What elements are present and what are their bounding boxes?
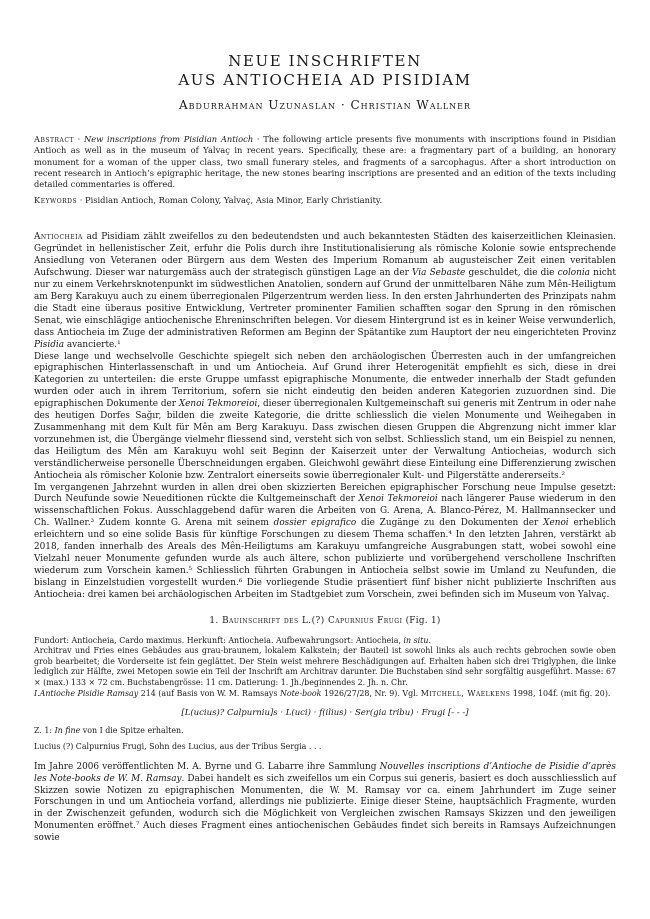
text-run: geschuldet, die die [465,268,558,279]
title-line-2: AUS ANTIOCHEIA AD PISIDIAM [178,71,472,89]
inscription-text: [L(ucius)? Calpurniu]s · L(uci) · f(ilius) · Ser(gia tribu) · Frugi [- - -] [181,708,469,719]
text-run: Diese lange und wechselvolle Geschichte spiegelt sich neben den archäologischen Überresten auch in der umfangreichen epigraphischen Hinterlassenschaft in und um Antiocheia. Auf Grund ihrer Heterogenität empfiehlt es sich, diese in drei Kategorien zu unterteilen: die erste Gruppe umfasst epigraphische Monumente, die entweder innerhalb der Stadt gefunden wurden oder auch in ihrem Territorium, sofern sie nicht eindeutig den beiden anderen Kategorien zuzuordnen sind. Die epigraphischen Dokumente der [34,351,616,410]
section-heading [34,616,616,626]
commentary [34,762,616,845]
intro-paragraph-2 [34,352,616,483]
text-run: Z. 1: [34,726,55,736]
italic-term: Xenoi Tekmoreioi [178,399,258,410]
text-run: 1998, 104f. (mit fig. 20). [510,688,611,698]
keywords-text: · Pisidian Antioch, Roman Colony, Yalvaç, Asia Minor, Early Christianity. [77,195,383,206]
text-run: nach längerer Pause wiederum in den wissenschaftlichen Fokus. Ausschlaggebend dafür waren die Arbeiten von G. Arena, A. Blanco-Pérez, M. Hallmannsecker und Ch. Wallner.³ Zudem konnte G. Arena mit seinem [34,494,616,529]
italic-term: in situ [403,635,429,645]
text-run: von I die Spitze erhalten. [80,726,184,736]
abstract [34,134,616,190]
italic-term: dossier epigrafico [273,518,357,529]
italic-term: Via Sebaste [412,268,466,279]
fundort-line [34,636,616,647]
keywords-label: Keywords [34,195,78,206]
abstract-text: · The following article presents five monuments with inscriptions found in Pisidian Antioch as well as in the museum of Yalvaç in recent years. Specifically, these are: a fragmentary part of a building, an honorary monument for a woman of the upper class, two small funerary steles, and fragments of a sarcophagus. After a short introduction on recent research in Antioch’s epigraphic heritage, the new stones bearing inscriptions are presented and an edition of the texts including detailed commentaries is offered. [34,134,616,190]
author-names: Mitchell, Waelkens [420,688,511,698]
text-run: . Dabei handelt es sich zweifellos um ein Corpus sui generis, basiert es doch ausschliesslich auf Skizzen sowie Notizen zu epigraphischen Monumenten, die W. M. Ramsay vor ca. einem Jahrhundert im Zuge seiner Forschungen in und um Antiocheia vorfand, allerdings nie publizierte. Einige dieser Steine, hauptsächlich Fragmente, wurden in der Zwischenzeit gefunden, wodurch sich die Möglichkeit von Vergleichen zwischen Ramsays Skizzen und den jeweiligen Monumenten eröffnet.⁷ Auch dieses Fragment eines antiochenischen Gebäudes findet sich bereits in Ramsays Aufzeichnungen sowie [34,773,616,844]
text-run: , dieser überregionalen Kultgemeinschaft sui generis mit Zentrum in oder nahe des heutigen Dorfes Sağır, bilden die zweite Kategorie, die dritte schliesslich die vielen Monumente und Weihegaben in Zusammenhang mit dem Kult für Mên am Berg Karakuyu. Dass zwischen diesen Gruppen die Abgrenzung nicht immer klar vorzunehmen ist, die Übergänge vielmehr fliessend sind, versteht sich von selbst. Schliesslich stand, um ein Beispiel zu nennen, das Heiligtum des Mên am Karakuyu wohl seit Beginn der Kaiserzeit unter der Verwaltung Antiocheias, wodurch sich verständlicherweise personelle Überschneidungen ergaben. Gleichwohl gewährt diese Einteilung eine Differenzierung zwischen Antiocheia als römischer Kolonie bzw. Zentralort einerseits sowie überregionaler Kult- und Pilgerstätte andererseits.² [34,399,616,481]
article-page [34,0,616,845]
italic-term: Xenoi [543,518,569,529]
description: Architrav und Fries eines Gebäudes aus grau-braunem, lokalem Kalkstein; der Bauteil ist sowohl links als auch rechts gebrochen sowie oben grob bearbeitet; die Vorderseite ist fein geglättet. Der Stein weist mehrere Beschädigungen auf. Erhalten haben sich drei Triglyphen, die linke lediglich zur Hälfte, zwei Metopen sowie ein Teil der Inschrift am Architrav darunter. Die Buchstaben sind sehr sorgfältig ausgeführt. Masse: 67 × (max.) 133 × 72 cm. Buchstabengrösse: 11 cm. Datierung: 1. Jh./beginnendes 2. Jh. n. Chr. [34,646,616,687]
text-run: avancierte.¹ [64,339,121,350]
line-commentary [34,726,616,737]
italic-term: colonia [557,268,590,279]
commentary-paragraph [34,762,616,845]
section-heading-text: 1. Bauinschrift des L.(?) Capurnius Frugi [209,615,403,626]
abstract-title: New inscriptions from Pisidian Antioch [84,134,254,144]
abstract-label: Abstract [34,134,74,144]
italic-term: In fine [54,726,81,736]
intro-paragraph-1 [34,232,616,351]
section-heading-fig: (Fig. 1) [402,615,441,626]
text-run: die Zugänge zu den Dokumenten der [356,518,544,529]
italic-term: Pisidia [34,339,65,350]
intro-paragraph-3 [34,483,616,602]
introduction [34,232,616,601]
text-run: Fundort: Antiocheia, Cardo maximus. Herkunft: Antiocheia. Aufbewahrungsort: Antiocheia, [34,635,404,645]
references [34,689,616,700]
abstract-sep: · [73,134,85,144]
text-run: 214 (auf Basis von W. M. Ramsays [138,688,280,698]
text-run: Im Jahre 2006 veröffentlichten M. A. Byrne und G. Labarre ihre Sammlung [34,761,380,772]
text-run: erheblich erleichtern und so eine solide Basis für künftige Forschungen zu diesem Thema schaffen.⁴ In den letzten Jahren, verstärkt ab 2018, fanden innerhalb des Areals des Mên-Heiligtums am Karakuyu umfangreiche Ausgrabungen statt, wobei sowohl eine Vielzahl neuer Monumente gefunden wurde als auch ältere, schon publizierte und vorübergehend verschollene Inschriften wiederum zum Vorschein kamen.⁵ Schliesslich führten Grabungen in Antiocheia selbst sowie im Umland zu Neufunden, die bislang in Einzelstudien vorgestellt wurden.⁶ Die vorliegende Studie präsentiert fünf bisher nicht publizierte Inschriften aus Antiocheia: drei kamen bei archäologischen Arbeiten im Stadtgebiet zum Vorschein, zwei befinden sich im Museum von Yalvaç. [34,518,616,600]
title-line-1: NEUE INSCHRIFTEN [228,52,422,70]
italic-term: Nouvelles inscriptions d’Antioche de Pisidie d’après les Note-books de W. M. Ramsay [34,761,616,784]
italic-term: Note-book [279,688,322,698]
translation: Lucius (?) Calpurnius Frugi, Sohn des Lucius, aus der Tribus Sergia . . . [34,741,322,751]
text-run: 1926/27/28, Nr. 9). Vgl. [321,688,421,698]
text-run: ad Pisidiam zählt zweifellos zu den bedeutendsten und auch bekanntesten Städten des kaiserzeitlichen Kleinasien. Gegründet in hellenistischer Zeit, erfuhr die Polis durch ihre Institutionalisierung als römische Kolonie sowie entsprechende Ansiedlung von Veteranen oder Bürgern aus dem Westen des Imperium Romanum ab augusteischer Zeit einen veritablen Aufschwung. Dieser war naturgemäss auch der strategisch günstigen Lage an der [34,232,616,279]
text-run: Im vergangenen Jahrzehnt wurden in allen drei oben skizzierten Bereichen epigraphischer Forschung neue Impulse gesetzt: Durch Neufunde sowie Neueditionen rückte die Kultgemeinschaft der [34,482,616,505]
lead-word: Antiocheia [34,232,83,243]
article-authors: Abdurrahman Uzunaslan · Christian Wallner [179,98,471,112]
italic-term: Xenoi Tekmoreioi [358,494,438,505]
catalogue-entry [34,636,616,700]
italic-term: I.Antioche Pisidie Ramsay [34,688,139,698]
keywords [34,195,616,206]
text-run: . [428,635,431,645]
article-title [34,52,616,90]
text-run: nicht nur zu einem Verkehrsknotenpunkt im südwestlichen Anatolien, sondern auf Grund der unmittelbaren Nähe zum Mên-Heiligtum am Berg Karakuyu auch zu einem überregionalen Pilgerzentrum werden liess. In den ersten Jahrhunderten des Prinzipats nahm die Stadt eine überaus positive Entwicklung, Vertreter prominenter Familien schafften sogar den Sprung in den römischen Senat, wie einschlägige antiochenische Ehreninschriften belegen. Vor diesem Hintergrund ist es in keiner Weise verwunderlich, dass Antiocheia im Zuge der administrativen Reformen am Beginn der Spätantike zum Hauptort der neu eingerichteten Provinz [34,268,616,338]
